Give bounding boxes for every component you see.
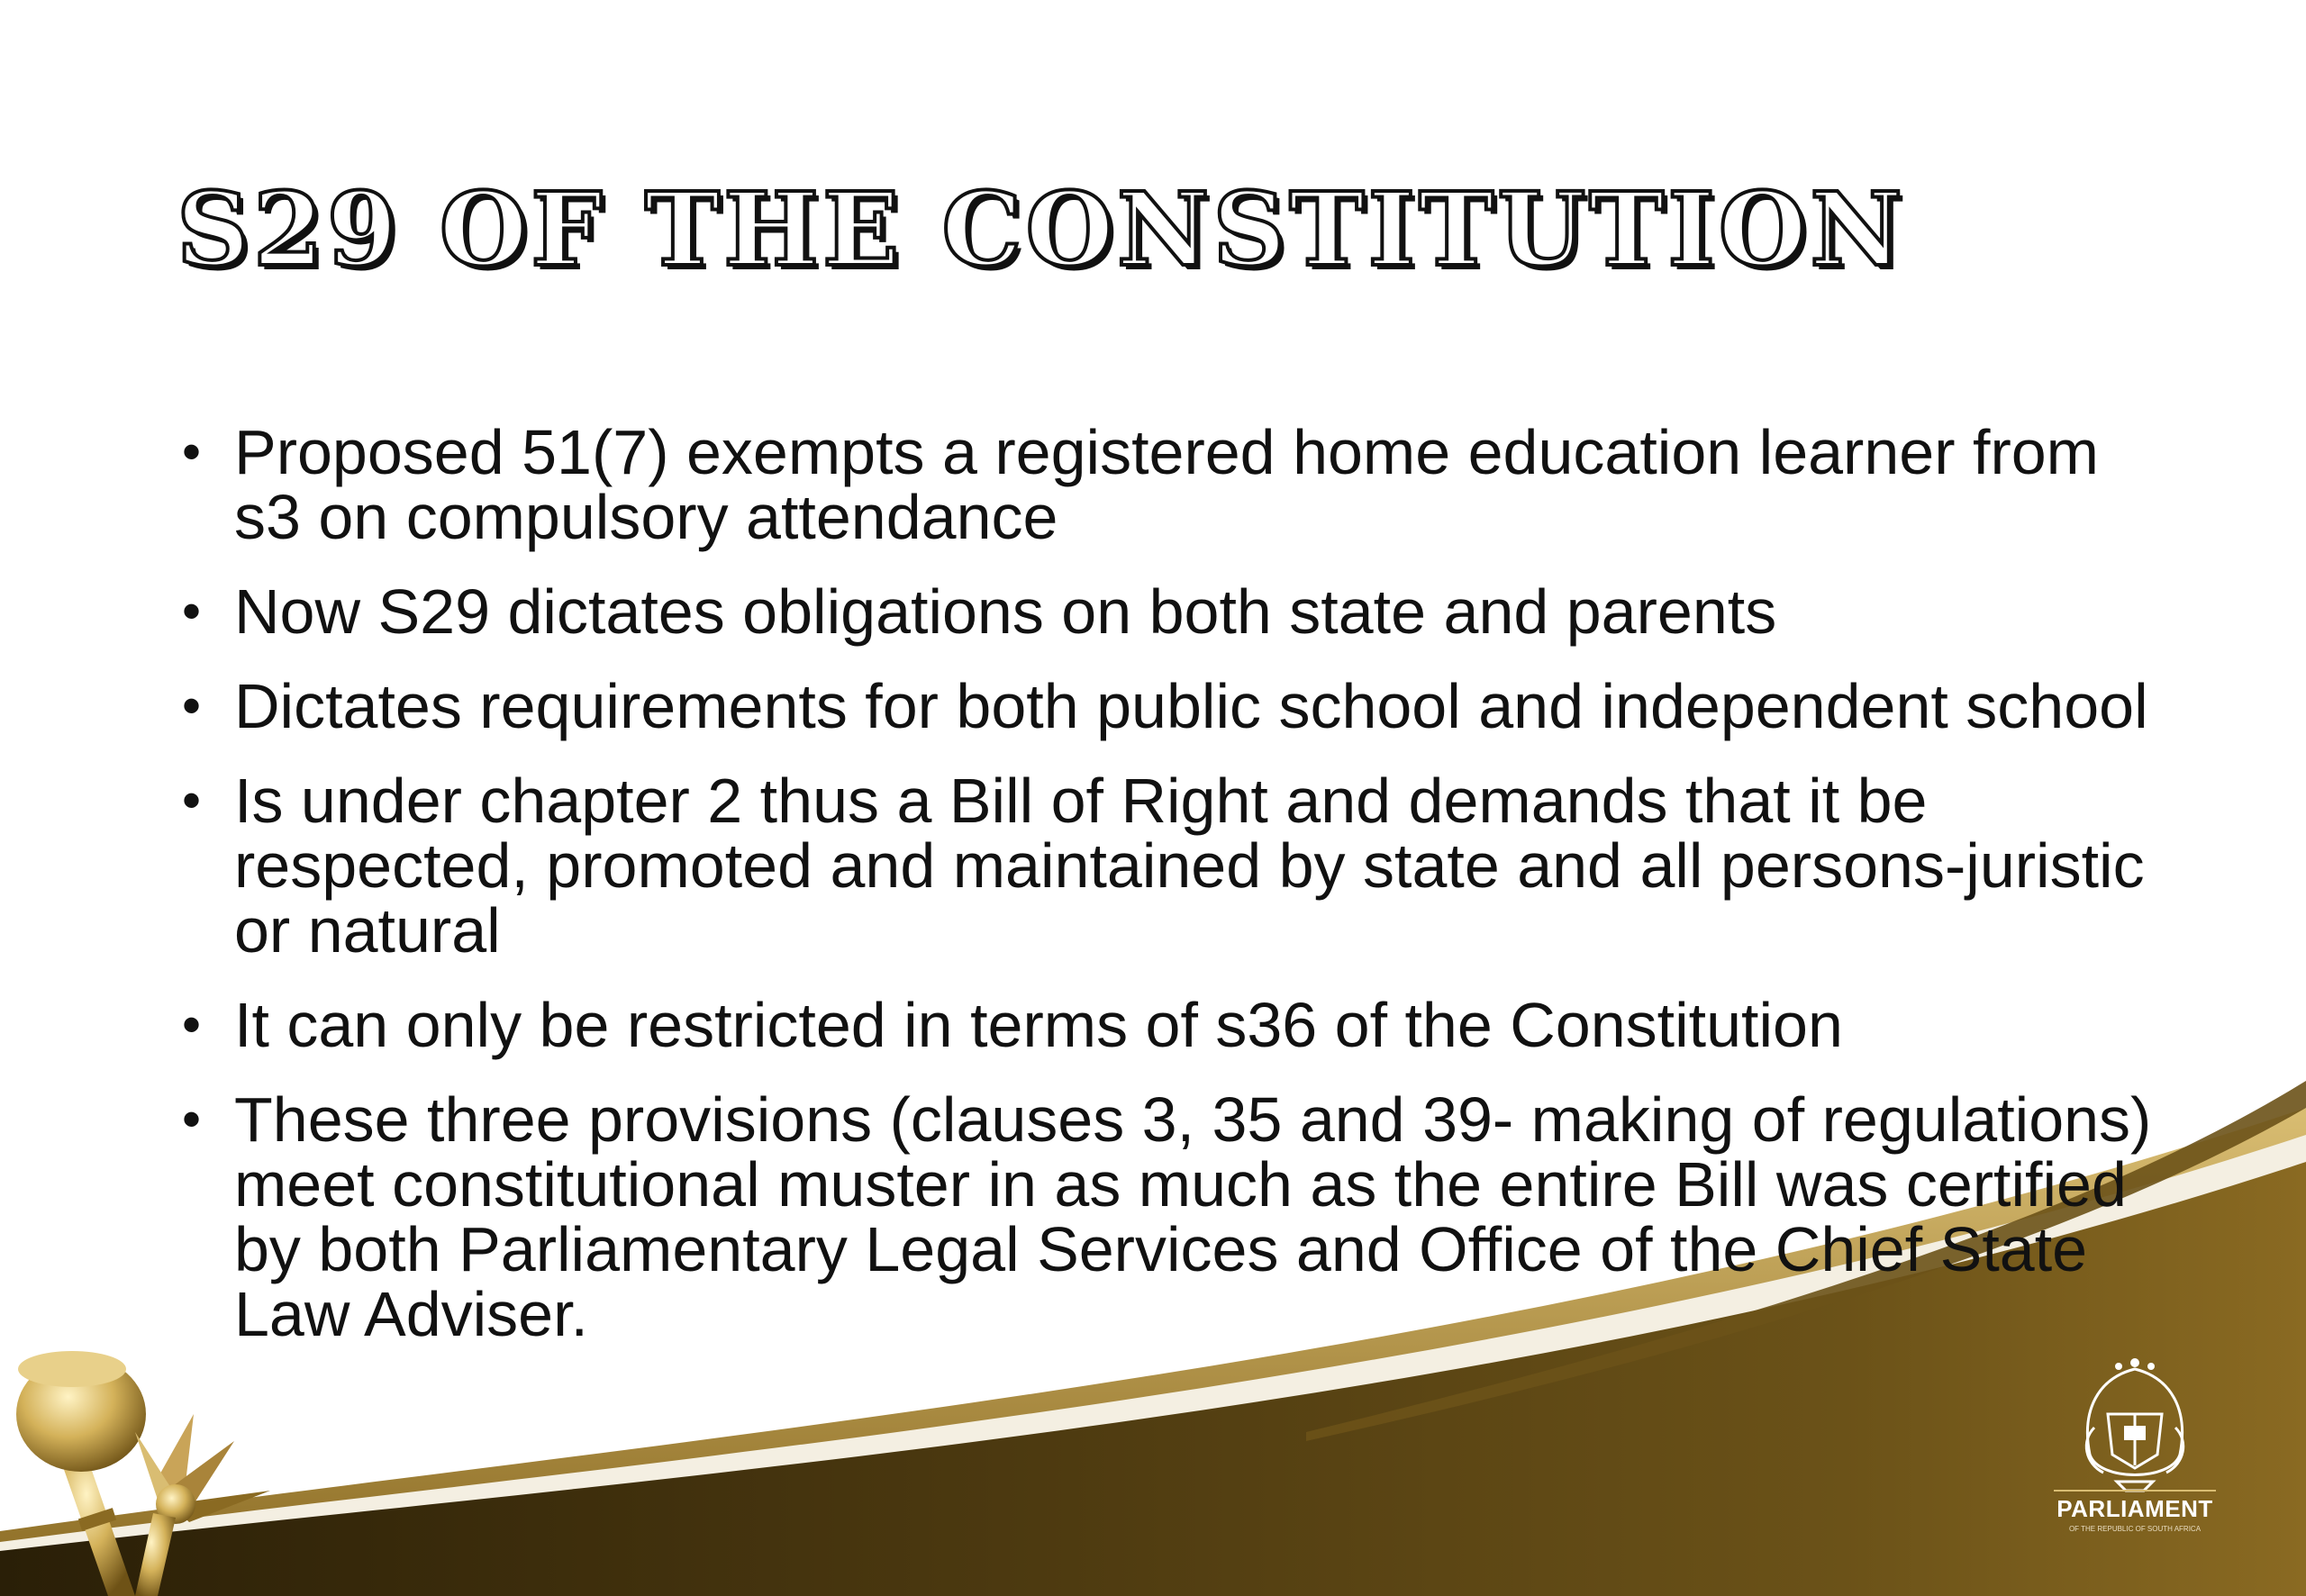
bullet-item (171, 766, 2180, 966)
bullet-item (171, 1084, 2180, 1349)
bullet-dot: • (182, 1089, 202, 1149)
bullet-item (171, 990, 2180, 1060)
bullet-item (171, 417, 2180, 552)
bullet-text: Now S29 dictates obligations on both state and parents (234, 576, 1777, 647)
bullet-text: It can only be restricted in terms of s36 of the Constitution (234, 990, 1843, 1060)
slide-title: S29 OF THE CONSTITUTION (177, 171, 1906, 289)
mace-icon (0, 1333, 342, 1596)
bullet-item (171, 671, 2180, 741)
bullet-dot: • (182, 994, 202, 1055)
bullet-text: These three provisions (clauses 3, 35 and 39- making of regulations) meet constitutional muster in as much as the entire Bill was certified by both Parliamentary Legal Services and Office of the Chief State Law Adviser. (234, 1084, 2152, 1349)
bullet-text: Is under chapter 2 thus a Bill of Right and demands that it be respected, promoted and maintained by state and all persons-juristic or natural (234, 766, 2145, 966)
bullet-dot: • (182, 676, 202, 736)
bullet-dot: • (182, 770, 202, 830)
bullet-list (171, 417, 2180, 1376)
bullet-text: Proposed 51(7) exempts a registered home education learner from s3 on compulsory attendance (234, 417, 2099, 552)
bullet-text: Dictates requirements for both public school and independent school (234, 671, 2148, 741)
bullet-dot: • (182, 581, 202, 641)
parliament-subtitle: OF THE REPUBLIC OF SOUTH AFRICA (2068, 1525, 2202, 1533)
bullet-dot: • (182, 422, 202, 482)
parliament-wordmark: PARLIAMENT (2056, 1495, 2213, 1522)
bullet-item (171, 576, 2180, 647)
